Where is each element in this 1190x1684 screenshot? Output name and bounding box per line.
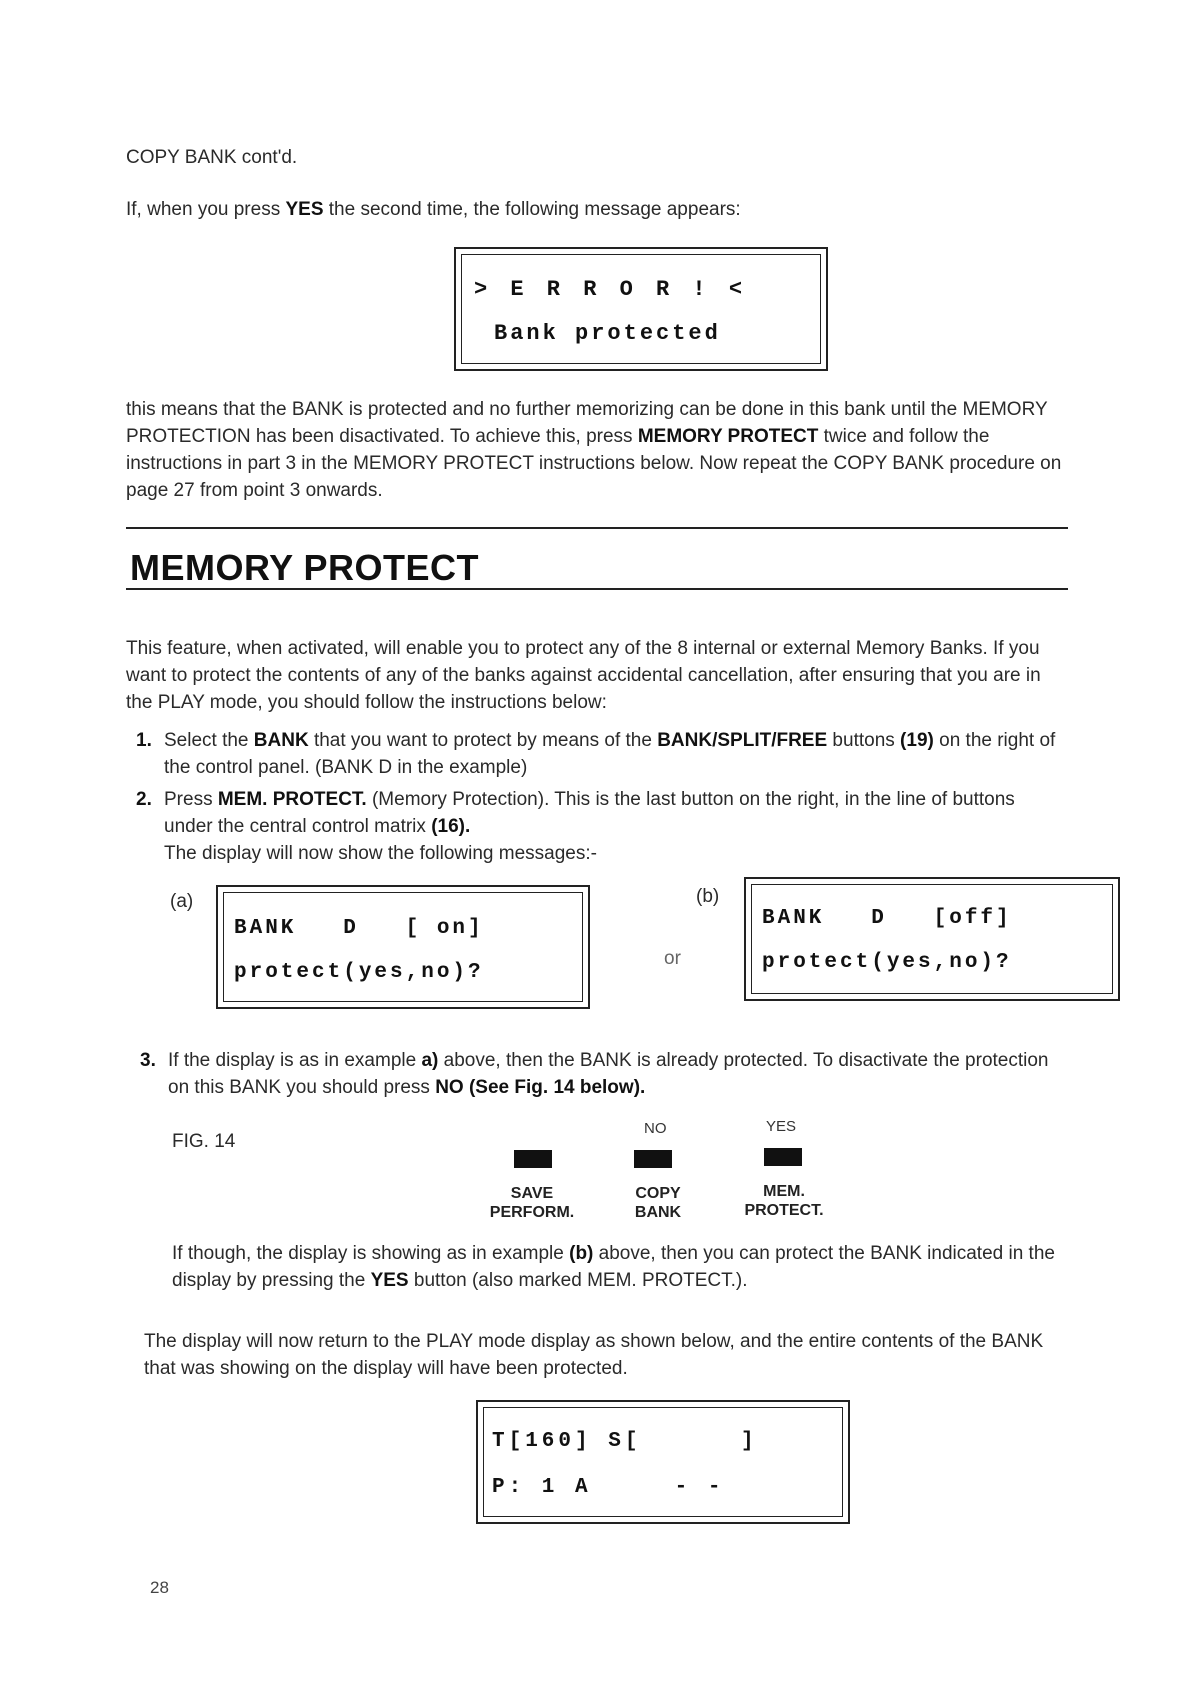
example-b-frame <box>751 884 1113 994</box>
save-perform-button[interactable] <box>514 1150 552 1168</box>
step-1-buttons: BANK/SPLIT/FREE <box>657 730 828 751</box>
para-pre: this means that the BANK is protected and no further memorizing can be done in this bank until the MEMORY PROTECTION has been disactivated. To achieve this, press <box>126 399 1048 447</box>
step-2-ref: (16). <box>431 816 471 837</box>
save-perform-label-line2: PERFORM. <box>489 1204 575 1221</box>
step-1-mid: that you want to protect by means of the <box>308 730 658 751</box>
step-3-number: 3. <box>140 1050 156 1071</box>
play-mode-display <box>476 1400 850 1524</box>
step-2-number: 2. <box>136 789 152 810</box>
example-b-line1: BANK D [off] <box>762 907 1012 930</box>
step-1-number: 1. <box>136 730 152 751</box>
mem-protect-button[interactable] <box>764 1148 802 1166</box>
step-1-ref: (19) <box>900 730 934 751</box>
step-1 <box>136 727 1066 781</box>
though-paragraph <box>172 1240 1072 1294</box>
protected-paragraph <box>126 396 1066 504</box>
step-1-pre: Select the <box>164 730 254 751</box>
return-paragraph: The display will now return to the PLAY mode display as shown below, and the entire contents of the BANK that was showing on the display will have been protected. <box>144 1331 1044 1379</box>
error-display-frame <box>461 254 821 364</box>
step-2 <box>136 786 1066 867</box>
example-b-display <box>744 877 1120 1001</box>
memory-protect-intro: This feature, when activated, will enable you to protect any of the 8 internal or external Memory Banks. If you want to protect the contents of any of the banks against accidental cancellation, after ensuring that you are in the PLAY mode, you should follow the instructions below: <box>126 638 1041 713</box>
save-perform-label-line1: SAVE <box>510 1185 554 1202</box>
example-a-label: (a) <box>170 891 194 912</box>
mem-protect-label-line2: PROTECT. <box>744 1202 824 1219</box>
example-a-display <box>216 885 590 1009</box>
error-line1: > E R R O R ! < <box>474 277 748 302</box>
save-perform-label <box>472 1184 592 1222</box>
copy-bank-label <box>598 1184 718 1222</box>
yes-label: YES <box>766 1118 797 1135</box>
para-bold: MEMORY PROTECT <box>637 426 819 447</box>
section-title: COPY BANK cont'd. <box>126 147 298 168</box>
though-example: (b) <box>569 1243 594 1264</box>
example-a-line1: BANK D [ on] <box>234 917 484 940</box>
though-post: button (also marked MEM. PROTECT.). <box>408 1270 748 1291</box>
copy-bank-button[interactable] <box>634 1150 672 1168</box>
intro-yes: YES <box>285 199 324 220</box>
intro-post: the second time, the following message appears: <box>323 199 741 220</box>
example-a-line2: protect(yes,no)? <box>234 961 484 984</box>
though-mid: above, then you can protect the BANK indicated in the display by pressing the <box>172 1243 1055 1291</box>
copy-bank-label-line1: COPY <box>635 1185 681 1202</box>
step-3-example: a) <box>421 1050 439 1071</box>
mem-protect-label <box>724 1182 844 1220</box>
play-line2: P: 1 A - - <box>492 1476 725 1499</box>
heading-rule-bottom <box>126 588 1068 590</box>
mem-protect-label-line1: MEM. <box>763 1183 805 1200</box>
intro-sentence <box>126 196 1066 223</box>
figure-label: FIG. 14 <box>172 1131 236 1152</box>
page-number: 28 <box>150 1578 169 1597</box>
heading-rule-top <box>126 527 1068 529</box>
though-yes: YES <box>370 1270 409 1291</box>
step-2-mid: (Memory Protection). This is the last button on the right, in the line of buttons under the central control matrix <box>164 789 1015 837</box>
step-2-pre: Press <box>164 789 218 810</box>
step-2-mem-protect: MEM. PROTECT. <box>217 789 367 810</box>
though-pre: If though, the display is showing as in example <box>172 1243 570 1264</box>
error-display <box>454 247 828 371</box>
or-text: or <box>664 948 681 969</box>
intro-pre: If, when you press <box>126 199 286 220</box>
step-3-pre: If the display is as in example <box>168 1050 422 1071</box>
step-2-line2: The display will now show the following messages:- <box>164 843 597 864</box>
play-mode-frame <box>483 1407 843 1517</box>
error-line2: Bank protected <box>494 321 721 346</box>
play-line1: T[160] S[ ] <box>492 1430 758 1453</box>
step-1-bank: BANK <box>253 730 309 751</box>
step-1-post: on the right of the control panel. (BANK D in the example) <box>164 730 1056 778</box>
no-label: NO <box>644 1120 667 1137</box>
para-post: twice and follow the instructions in part 3 in the MEMORY PROTECT instructions below. Now repeat the COPY BANK procedure on page 27 from point 3 onwards. <box>126 426 1062 501</box>
step-3 <box>140 1047 1066 1101</box>
copy-bank-label-line2: BANK <box>634 1204 682 1221</box>
example-b-line2: protect(yes,no)? <box>762 951 1012 974</box>
step-1-mid2: buttons <box>827 730 901 751</box>
example-a-frame <box>223 892 583 1002</box>
step-3-mid: above, then the BANK is already protected. To disactivate the protection on this BANK you should press <box>168 1050 1049 1098</box>
page-heading: MEMORY PROTECT <box>130 547 480 588</box>
example-b-label: (b) <box>696 886 720 907</box>
step-3-ref: NO (See Fig. 14 below). <box>435 1077 646 1098</box>
